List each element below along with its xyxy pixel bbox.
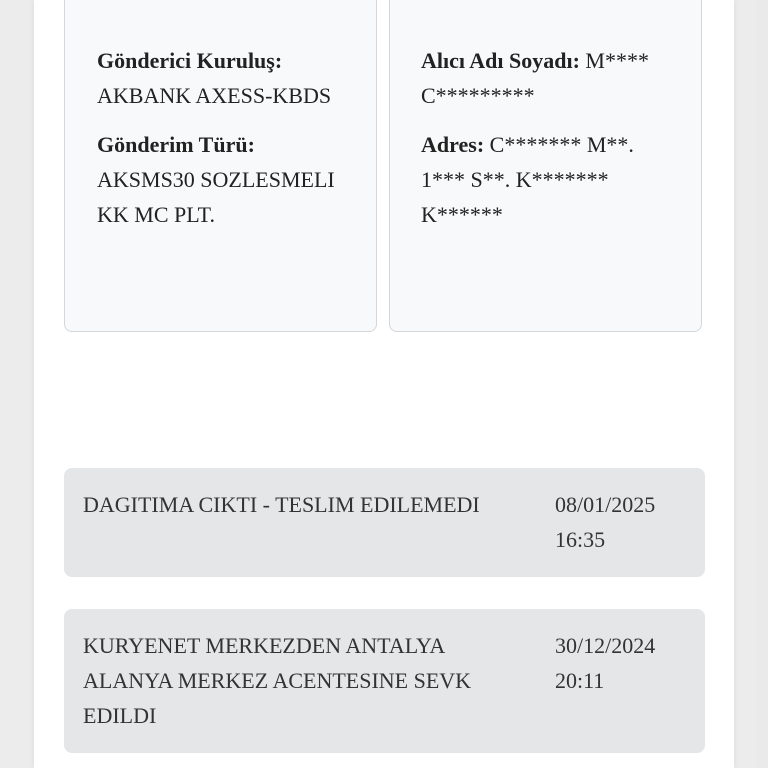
page-scrollbar[interactable] [756, 0, 768, 768]
address-value: C******* M**. 1*** S**. K******* K****** [421, 132, 634, 227]
tracking-event-datetime [555, 487, 685, 557]
tracking-event-time: 16:35 [555, 527, 606, 552]
recipient-name-value: M**** C********* [421, 48, 649, 108]
shipment-type-field [97, 127, 346, 232]
shipment-info-row [64, 0, 705, 334]
sender-org-label: Gönderici Kuruluş: [97, 48, 283, 73]
address-label: Adres: [421, 132, 485, 157]
tracking-event-row [64, 468, 705, 577]
address-field [421, 127, 677, 232]
sender-org-value: AKBANK AXESS-KBDS [97, 83, 332, 108]
tracking-event-date: 30/12/2024 [555, 633, 656, 658]
sender-info-card [64, 0, 377, 332]
sender-org-field [97, 43, 346, 113]
shipment-detail-page [34, 0, 734, 768]
tracking-event-description: DAGITIMA CIKTI - TESLIM EDILEMEDI [83, 492, 480, 517]
recipient-info-card [389, 0, 702, 332]
recipient-name-label: Alıcı Adı Soyadı: [421, 48, 580, 73]
tracking-event-datetime [555, 628, 685, 698]
tracking-event-date: 08/01/2025 [555, 492, 656, 517]
tracking-event-time: 20:11 [555, 668, 605, 693]
shipment-type-value: AKSMS30 SOZLESMELI KK MC PLT. [97, 167, 335, 227]
recipient-name-field [421, 43, 677, 113]
shipment-type-label: Gönderim Türü: [97, 132, 255, 157]
tracking-event-description: KURYENET MERKEZDEN ANTALYA ALANYA MERKEZ ACENTESINE SEVK EDILDI [83, 633, 472, 728]
tracking-event-row [64, 609, 705, 753]
